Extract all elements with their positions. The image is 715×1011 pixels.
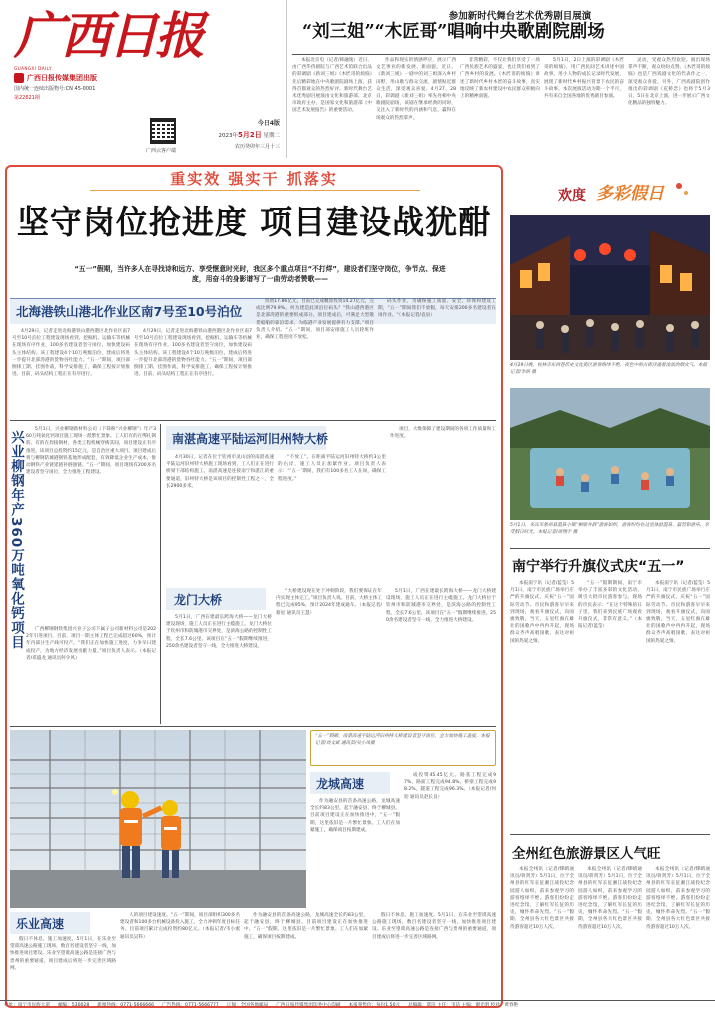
art6-body3: 作为融安县的首条高速公路，龙城高速全长约83公里，起于融安县，终于柳城县。目前项目建设正在加快推进中，“五一”假期，这里依旧是一片繁忙景象。工人们在加紧施工，确保项目按期建成。 [244,913,368,940]
date-block [200,118,280,150]
construction-photo-image [10,730,306,908]
top-story-col4: 5月1日，2日上演的彩调剧《木匠哥的烦恼》，用广西民间艺术讲述中国故事，用小人物的成长记录时代发展，展现了新时代乡村振兴背景下农民的奋斗故事。本次展演活动为期一个半月，共有来自全国各地的优秀剧目参演。 [544,58,624,100]
night-street-caption: 4月29日晚，桂林市东西巷历史文化街区游客络绎不绝，夜色中的古街洋溢着浓浓的烟火气。本报记者/李妍 摄 [510,363,708,375]
art1-body-b: 4月29日，记者走进北海港铁山港西港区北作业区南7号至10号泊位工程建设现场看到，挖掘机、运输车等机械在现场有序作业，100多名建设者坚守岗位，加快建设码头主体结构。该工程建设4个10万吨级泊位，建成后将进一步提升北部湾港的货物吞吐能力。“五一”期间，项目部倒排工期、挂图作战，科学安排施工，确保工程按计划推进。目前，码头结构工程正在有序进行。 [134,329,252,378]
date-prefix: 2023年 [218,133,238,139]
top-story-kicker: 参加新时代舞台艺术优秀剧目展演 [448,11,592,22]
issue-number: 第22621期 [14,95,40,101]
divider [10,420,496,421]
top-story-col2: 作品和现实的情感呼应，展示广西文艺事业的新发展、新面貌。近日，《新刘三姐》一剧中的刘三姐深入乡村田野，用山歌与群众交流，剧情贴近群众生活，深受观众喜爱。4月27、28日，彩调剧《新刘三姐》率先亮相中央歌剧院剧场，该剧在继承经典的同时，又注入了新时代的内涵和气息，赢得在场观众的热烈掌声。 [376,58,456,121]
weekday: 星期二 [263,133,280,139]
divider [160,424,161,724]
date-md: 5月2日 [237,131,262,139]
hot-spring-photo [510,388,710,520]
art4-body: 5月1日，广西在建最长跨海大桥——龙门大桥建设现场，施工人员正在进行主缆施工。龙门大桥位于钦州市和防城港市交界处，是滨海公路的控制性工程，全长7.6公里。该项目在“五一”假期继续推进，250余名建设者坚守一线，全力推进大桥建设。 [166,615,272,649]
art5-title: 龙城高速 [316,777,365,791]
art6-title: 乐业高速 [16,917,65,931]
art3-body: 4月30日，记者在位于钦州市灵山县的南湛高速平陆运河旧州特大桥施工现场看到，工人们正在进行桥梁下部结构施工。南湛高速是连接南宁和湛江的重要通道，旧州特大桥是该项目的控制性工程之一，全长2900多米。 [166,455,274,489]
construction-photo [10,730,306,908]
nanning-body: 本报南宁讯（记者/蓝莹）5月1日，南宁市民族广场举行庄严的升旗仪式，庆祝“五一”国际劳动节。市民和游客早早来到现场，观看升旗仪式，向国旗致敬。当天，五星红旗在雄壮的国歌声中冉冉升起，现场群众齐声高唱国歌，表达对祖国的热爱之情。 [510,581,574,644]
hot-spring-caption: 5月1日，来宾市象州县温泉小镇“桐梁井群”游客如织，游客纷纷在这里体验温泉、露营和游乐，享受假日时光。本报记者/周翔宇 摄 [510,523,709,535]
nanning-body3: 本报南宁讯（记者/蓝莹）5月1日，南宁市民族广场举行庄严的升旗仪式，庆祝“五一”国际劳动节。市民和游客早早来到现场，观看升旗仪式，向国旗致敬。当天，五星红旗在雄壮的国歌声中冉冉升起，现场群众齐声高唱国歌，表达对祖国的热爱之情。 [646,581,710,644]
divider [510,548,710,549]
holiday-tag: 欢度 [558,188,586,204]
publisher-badge-icon [14,73,24,83]
divider [10,726,496,727]
qr-code-icon [150,118,176,144]
footer-item: 订阅：全国各地邮局 [226,1003,269,1008]
divider [286,0,287,158]
art5-body2: 成投资45.45亿元。路基工程完成97%，路面工程完成94.8%，桥梁工程完成98.2%，隧道工程完成96.3%。（本报记者/何迎 通讯员赵长良） [404,773,496,800]
top-story-headline: “刘三姐”“木匠哥”唱响中央歌剧院剧场 [302,22,605,42]
holiday-word: 多彩假日 [596,184,664,204]
night-street-photo [510,215,710,360]
publisher: 广西日报传媒集团出版 [14,73,214,83]
quanzhou-title: 全州红色旅游景区人气旺 [512,846,661,862]
art1-title: 北海港铁山港北作业区南7号至10号泊位 [16,304,243,319]
divider [292,54,710,55]
art2-body2: 广西柳钢钢铁集团兴业子公司下属子公司新材料公司是2022年引进项目。目前，项目一期主体工程已完成超过60%，预计年内部分生产线可投产。“我们正在加快施工进度，力争早日建成投产，为地方经济发展贡献力量。”项目负责人表示。（本报记者/邓盛龙 通讯员何少风） [26,627,156,661]
art3-body2: “不放工”。在距离平陆运河旧州特大桥约3公里的右岸，施工人员正加紧作业。项目负责人表示：“‘五一’期间，我们有100多名工人在岗，确保工程进度。” [278,455,386,482]
art1-body3: 码头作业，为确保施工质量、安全、环保和建设工期，“五一”期间我们不放假，每天安排200多名建设者在岗作业。“（本报记者/袁泉） [378,299,496,319]
sparkle-icon [676,183,682,189]
app-label: 广西云客户端 [146,148,177,154]
art4-body3: 5月1日，广西在建最长跨海大桥——龙门大桥建设现场，施工人员正在进行主缆施工。龙门大桥位于钦州市和防城港市交界处，是滨海公路的控制性工程，全长7.6公里。该项目在“五一”假期继续推进，250余名建设者坚守一线，全力推进大桥建设。 [386,589,496,623]
art1-body: 4月29日，记者走进北海港铁山港西港区北作业区南7号至10号泊位工程建设现场看到，挖掘机、运输车等机械在现场有序作业，100多名建设者坚守岗位，加快建设码头主体结构。该工程建设4个10万吨级泊位，建成后将进一步提升北部湾港的货物吞吐能力。“五一”期间，项目部倒排工期、挂图作战，科学安排施工，确保工程按计划推进。目前，码头结构工程正在有序进行。 [12,329,130,378]
art2-vertical-title: 兴业柳钢年产360万吨氧化钙项目 [8,430,24,650]
footer-item: 广西日报传媒集团印务中心印刷 [276,1003,341,1008]
top-story-col3: 非常精彩，不仅让我们享受了一场广西民族艺术的盛宴，也让我们看到了广西乡村的发展。《木匠哥的烦恼》讲述了新时代乡村木匠的奋斗故事，真实地反映了新农村建设中农民群众积极向上的精神面貌。 [460,58,540,100]
footer-item: 社址：南宁市民族大道 [4,1003,50,1008]
footer-item: 本报零售价：每份1.50元 [348,1003,401,1008]
cn-number: 国内统一连续出版物号:CN 45-0001 [14,86,96,92]
quanzhou-body: 本报全州讯（记者/缪晴通讯员/蒋剑芳）5月1日，位于全州县的红军长征湘江战役纪念园游人如织，前来参观学习的游客络绎不绝。游客们纷纷走进纪念馆，了解红军长征的历史，缅怀革命先烈。“五一”假期，全州县各大红色景区共接待游客超过10万人次。 [510,867,574,930]
footer-rule [0,1000,715,1001]
page-count: 今日4版 [257,120,280,127]
divider [90,190,420,191]
art4-title: 龙门大桥 [174,593,223,607]
art6-body2: 人的项目建设速度。“五一”期间，项目部组织300多名建设者和100多台机械设备投入施工，全力冲刺年度目标任务。目前项目累计完成投资约80亿元。（本报记者/韦小淞 通讯员吴科） [120,913,240,940]
night-street-image [510,215,710,360]
nanning-body2: “五一”假期期间，南宁市举办了丰富多彩的文化活动，吸引大批市民游客参与。现场的市民表示：“在这个特殊的日子里，我们来到民族广场观看升旗仪式，非常有意义。”（本报记者/蓝莹） [578,581,642,630]
art6-body: 假日不休息，施工加速度。5月1日，在乐业至望谟高速公路施工现场，数百名建设者坚守一线，加快推进项目建设。乐业至望谟高速公路是连接广西与贵州的重要通道，项目建成后将进一步完善区域路网。 [10,937,116,971]
art2-body: 5月1日，兴业柳钢新材料公司（下简称“兴业柳钢”）年产360万吨氧化钙项目施工现场一派繁忙景象。工人们有的在绑扎钢筋、有的在焊接钢材，各类工程机械穿梭其间，项目建设正有序推进。该项目总投资约15亿元，是自治区重大项目。项目建成后将与柳钢防城港钢铁基地形成配套，有效降低企业生产成本，推动钢铁产业链延链补链强链。“五一”期间，项目现场有200多名建设者坚守岗位，全力推进工程建设。 [26,427,156,476]
hot-spring-image [510,388,710,520]
footer-item: 邮编：530028 [57,1003,90,1008]
art4-body2: “大桥建设现在处于冲刺阶段，我们要保证在年内实现主体完工。”项目负责人说。目前，大桥主体工程已完成95%，预计2024年建成通车。（本报记者/蔡星 通讯员王慧） [276,589,382,616]
masthead [14,6,214,101]
special-intro: “五一”假期，当许多人在寻找诗和远方、享受惬意时光时，我区多个重点项目“不打烊”，建设者们坚守岗位，争节点、保进度，用奋斗的身影谱写了一曲劳动者赞歌—— [74,265,446,283]
holiday-banner [508,165,713,215]
special-headline: 坚守岗位抢进度 项目建设战犹酣 [16,203,492,241]
nanning-title: 南宁举行升旗仪式庆“五一” [512,559,685,575]
special-slogan: 重实效 强实干 抓落实 [170,170,338,188]
footer-editors: 总编辑：覃洁 主任：韦洁 主编：谢光明 校对：黄春艳 [408,1003,519,1008]
art1-body2: 投资17.86亿元，目前已完成概算投资14.27亿元，完成比例79.9%。何为建造此项泊位码头？“铁山港西港区是北部湾港的重要组成部分。项目建成后，可满足大型散货船舶的靠泊需求，为临港产业发展提供有力支撑。”项目负责人介绍。“五一”期间，项目部安排施工人员轮班作业，确保工程进度不放松。 [256,299,374,341]
art5-body: 作为融安县的首条高速公路，龙城高速全长约83公里，起于融安县，终于柳城县。目前项目建设正在加快推进中，“五一”假期，这里依旧是一片繁忙景象。工人们在加紧施工，确保项目按期建成。 [310,799,400,833]
top-story-col1: 本报北京电（记者/韩融逸）近日，由广西华侨剧院与广西艺术馆联合出品的彩调剧《新刘三姐》《木匠哥的烦恼》先后精彩地在中央歌剧院剧场上演，获得首都观众的热烈好评。新时代舞台艺术优秀剧目展演由文化和旅游部、北京市政府主办，是国家文化和旅游部《中国艺术发展报告》的重要活动。 [292,58,372,114]
art6-body4: 假日不休息，施工加速度。5月1日，在乐业至望谟高速公路施工现场，数百名建设者坚守一线，加快推进项目建设。乐业至望谟高速公路是连接广西与贵州的重要通道，项目建成后将进一步完善区域路网。 [372,913,496,940]
lunar-date: 农历癸卯年三月十三 [234,144,280,150]
footer-item: 广告热线：0771-5666777 [162,1003,219,1008]
footer-item: 新闻热线：0771-5666666 [97,1003,155,1008]
app-qr[interactable] [150,118,176,144]
photo-caption: “五一”假期，南湛高速平陆运河旧州特大桥建设者坚守岗位，全力加快施工进度。本报记者/刘文斌 通讯员/吴小凤摄 [315,734,490,746]
newspaper-logo: 广西日报 [14,6,202,65]
art3-body3: 项目，大维保障了建设期间的各项工作质量和工作进度。 [390,427,496,440]
divider [510,834,710,835]
top-story-col5: 灵动，受观众热烈欢迎。演出现场掌声不断，观众纷纷点赞。《木匠哥的烦恼》也是广西戏剧文化的代表作之一，深受观众喜爱。另外，广西戏剧院创作推出的彩调剧《花桥恋》也将于5月3日，5日在北京上演，进一步展示广西文化精品的独特魅力。 [628,58,710,107]
quanzhou-body3: 本报全州讯（记者/缪晴通讯员/蒋剑芳）5月1日，位于全州县的红军长征湘江战役纪念园游人如织，前来参观学习的游客络绎不绝。游客们纷纷走进纪念馆，了解红军长征的历史，缅怀革命先烈。“五一”假期，全州县各大红色景区共接待游客超过10万人次。 [646,867,710,930]
footer [4,1002,714,1011]
sparkle-icon [684,191,688,195]
art3-title: 南湛高速平陆运河旧州特大桥 [172,432,329,446]
quanzhou-body2: 本报全州讯（记者/缪晴通讯员/蒋剑芳）5月1日，位于全州县的红军长征湘江战役纪念园游人如织，前来参观学习的游客络绎不绝。游客们纷纷走进纪念馆，了解红军长征的历史，缅怀革命先烈。“五一”假期，全州县各大红色景区共接待游客超过10万人次。 [578,867,642,930]
photo-caption-box [310,730,496,766]
newspaper-logo-en: GUANGXI DAILY [14,66,52,71]
